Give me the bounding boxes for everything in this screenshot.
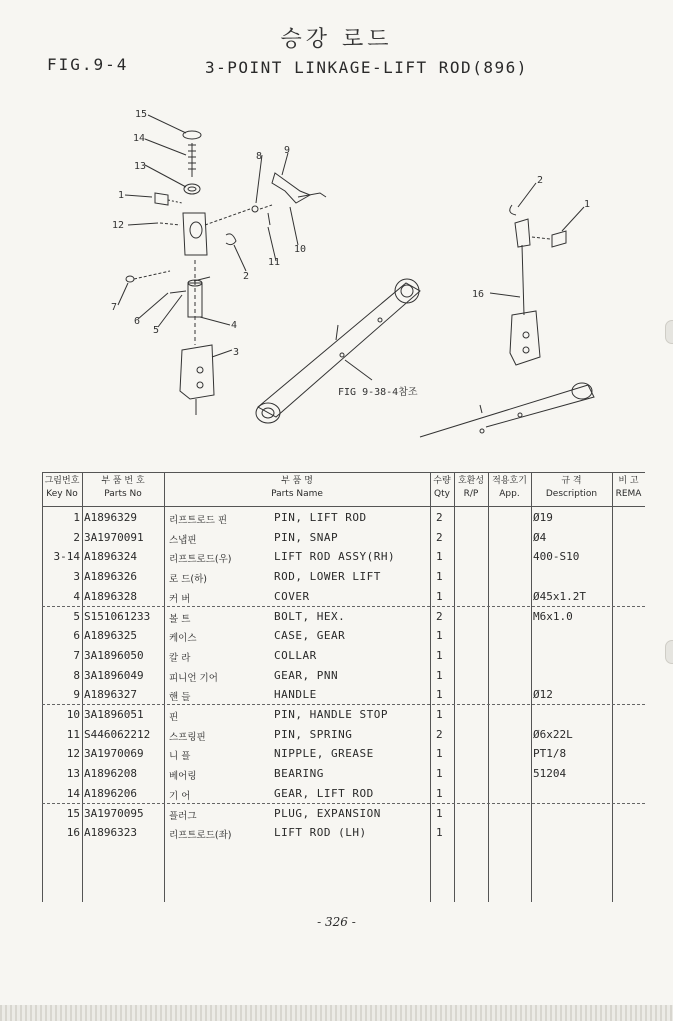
parts-name-cell: PIN, SNAP — [274, 530, 339, 544]
description-cell: Ø45x1.2T — [533, 589, 586, 603]
table-row — [42, 567, 645, 587]
korean-name-cell: 로 드(하) — [169, 574, 207, 586]
callout-4: 4 — [231, 320, 238, 331]
key-cell: 14 — [66, 786, 80, 800]
description-cell: 51204 — [533, 767, 567, 781]
parts-name-cell: ROD, LOWER LIFT — [274, 570, 381, 584]
korean-name-cell: 스냅핀 — [169, 534, 197, 546]
header-parts-name: 부 품 명 Parts Name — [271, 476, 323, 499]
key-cell: 6 — [73, 629, 80, 643]
callout-12: 12 — [112, 220, 125, 231]
korean-title: 승강 로드 — [280, 27, 393, 52]
callout-7: 7 — [111, 302, 118, 313]
key-cell: 12 — [66, 747, 80, 761]
table-row — [42, 626, 645, 646]
table-row — [42, 547, 645, 567]
table-row — [42, 508, 645, 528]
parts-name-cell: COVER — [274, 589, 310, 603]
key-cell: 3 — [73, 570, 80, 584]
korean-name-cell: 핸 들 — [169, 692, 191, 704]
qty-cell: 1 — [436, 767, 443, 781]
parts-name-cell: LIFT ROD (LH) — [274, 826, 367, 840]
page-number: - 326 - — [317, 915, 356, 929]
parts-table — [42, 472, 645, 902]
punch-hole — [665, 640, 673, 664]
parts-name-cell: LIFT ROD ASSY(RH) — [274, 550, 396, 564]
qty-cell: 2 — [436, 511, 443, 524]
callout-13: 13 — [134, 161, 147, 172]
parts-name-cell: CASE, GEAR — [274, 629, 346, 643]
header-key: 그림번호 Key No — [44, 476, 80, 499]
callout-15: 15 — [135, 109, 148, 120]
table-row — [42, 784, 645, 804]
header-app: 적용호기 App. — [492, 476, 527, 499]
callout-16: 16 — [472, 289, 485, 300]
key-cell: 8 — [73, 668, 80, 682]
table-row — [42, 804, 645, 824]
parts-name-cell: COLLAR — [274, 648, 317, 662]
parts-no-cell: 3A1970095 — [84, 806, 144, 820]
callout-2: 2 — [243, 271, 250, 282]
korean-name-cell: 칼 라 — [169, 652, 191, 664]
table-row — [42, 685, 645, 705]
parts-no-cell: A1896327 — [84, 688, 137, 702]
parts-no-cell: 3A1970069 — [84, 747, 144, 761]
table-row — [42, 705, 645, 725]
parts-no-cell: 3A1970091 — [84, 530, 144, 544]
parts-no-cell: A1896206 — [84, 786, 137, 800]
callout-10: 10 — [294, 244, 307, 255]
table-row — [42, 666, 645, 686]
callout-9: 9 — [284, 145, 291, 156]
korean-name-cell: 핀 — [169, 712, 179, 723]
parts-name-cell: BOLT, HEX. — [274, 609, 346, 623]
parts-name-cell: PIN, SPRING — [274, 727, 353, 741]
qty-cell: 1 — [436, 806, 443, 820]
korean-name-cell: 기 어 — [169, 790, 191, 802]
callout-14: 14 — [133, 133, 146, 144]
parts-no-cell: S151061233 — [84, 609, 151, 623]
description-cell: Ø12 — [533, 688, 553, 702]
parts-name-cell: BEARING — [274, 767, 324, 781]
table-row — [42, 764, 645, 784]
callout-11: 11 — [268, 257, 281, 268]
qty-cell: 1 — [436, 570, 443, 584]
description-cell: Ø6x22L — [533, 727, 573, 741]
parts-no-cell: A1896329 — [84, 511, 137, 524]
korean-name-cell: 리프트로드(좌) — [169, 830, 232, 842]
key-cell: 7 — [73, 648, 80, 662]
key-cell: 16 — [66, 826, 80, 840]
qty-cell: 1 — [436, 786, 443, 800]
key-cell: 4 — [73, 589, 80, 603]
parts-name-cell: GEAR, LIFT ROD — [274, 786, 374, 800]
parts-no-cell: A1896325 — [84, 629, 137, 643]
callout-5: 5 — [153, 325, 160, 336]
parts-name-cell: PIN, LIFT ROD — [274, 511, 367, 524]
parts-no-cell: A1896326 — [84, 570, 137, 584]
table-row — [42, 823, 645, 843]
table-row — [42, 528, 645, 548]
parts-name-cell: PIN, HANDLE STOP — [274, 708, 388, 721]
callout-1: 1 — [118, 190, 125, 201]
callout-6: 6 — [134, 316, 141, 327]
parts-no-cell: A1896328 — [84, 589, 137, 603]
description-cell: Ø4 — [533, 530, 547, 544]
korean-name-cell: 플러그 — [169, 810, 197, 822]
parts-no-cell: S446062212 — [84, 727, 151, 741]
header-qty: 수량 Qty — [433, 476, 451, 499]
parts-no-cell: 3A1896050 — [84, 648, 144, 662]
header-parts-no: 부 품 번 호 Parts No — [101, 476, 145, 499]
parts-no-cell: A1896324 — [84, 550, 137, 564]
key-cell: 13 — [66, 767, 80, 781]
header-remarks: 비 고 REMA — [615, 476, 642, 499]
figure-number: FIG.9-4 — [47, 55, 129, 74]
parts-name-cell: PLUG, EXPANSION — [274, 806, 381, 820]
qty-cell: 1 — [436, 589, 443, 603]
figure-reference-note: FIG 9-38-4참조 — [338, 387, 418, 398]
qty-cell: 1 — [436, 668, 443, 682]
description-cell: Ø19 — [533, 511, 553, 524]
qty-cell: 1 — [436, 550, 443, 564]
table-row — [42, 587, 645, 607]
description-cell: PT1/8 — [533, 747, 567, 761]
page-edge — [0, 1005, 673, 1021]
callout-3: 3 — [233, 347, 240, 358]
key-cell: 1 — [73, 511, 80, 524]
parts-no-cell: 3A1896051 — [84, 708, 144, 721]
qty-cell: 2 — [436, 727, 443, 741]
table-row — [42, 744, 645, 764]
qty-cell: 1 — [436, 747, 443, 761]
callout-8: 8 — [256, 151, 263, 162]
qty-cell: 1 — [436, 629, 443, 643]
key-cell: 11 — [66, 727, 80, 741]
table-row — [42, 646, 645, 666]
table-row — [42, 725, 645, 745]
description-cell: 400-S10 — [533, 550, 580, 564]
parts-name-cell: HANDLE — [274, 688, 317, 702]
key-cell: 10 — [66, 708, 80, 721]
key-cell: 5 — [73, 609, 80, 623]
korean-name-cell: 리프트로드 핀 — [169, 515, 228, 526]
qty-cell: 2 — [436, 609, 443, 623]
qty-cell: 1 — [436, 826, 443, 840]
korean-name-cell: 커 버 — [169, 593, 191, 605]
table-row — [42, 607, 645, 627]
parts-no-cell: A1896208 — [84, 767, 137, 781]
korean-name-cell: 니 플 — [169, 751, 191, 763]
korean-name-cell: 스프링핀 — [169, 731, 206, 743]
parts-no-cell: A1896323 — [84, 826, 137, 840]
qty-cell: 2 — [436, 530, 443, 544]
callout-2-right: 2 — [537, 175, 544, 186]
description-cell: M6x1.0 — [533, 609, 573, 623]
exploded-parts-diagram — [0, 95, 673, 455]
korean-name-cell: 베어링 — [169, 771, 197, 783]
parts-name-cell: NIPPLE, GREASE — [274, 747, 374, 761]
callout-1-right: 1 — [584, 199, 591, 210]
parts-name-cell: GEAR, PNN — [274, 668, 339, 682]
qty-cell: 1 — [436, 688, 443, 702]
key-cell: 3-14 — [53, 550, 80, 564]
korean-name-cell: 케이스 — [169, 633, 197, 645]
qty-cell: 1 — [436, 648, 443, 662]
key-cell: 2 — [73, 530, 80, 544]
korean-name-cell: 볼 트 — [169, 613, 191, 625]
key-cell: 15 — [66, 806, 80, 820]
korean-name-cell: 피니언 기어 — [169, 672, 218, 684]
header-rp: 호환성 R/P — [457, 476, 485, 499]
punch-hole — [665, 320, 673, 344]
figure-title: 3-POINT LINKAGE-LIFT ROD(896) — [205, 58, 528, 77]
parts-no-cell: 3A1896049 — [84, 668, 144, 682]
qty-cell: 1 — [436, 708, 443, 721]
korean-name-cell: 리프트로드(우) — [169, 554, 232, 566]
header-description: 규 격 Description — [545, 476, 598, 499]
key-cell: 9 — [73, 688, 80, 702]
